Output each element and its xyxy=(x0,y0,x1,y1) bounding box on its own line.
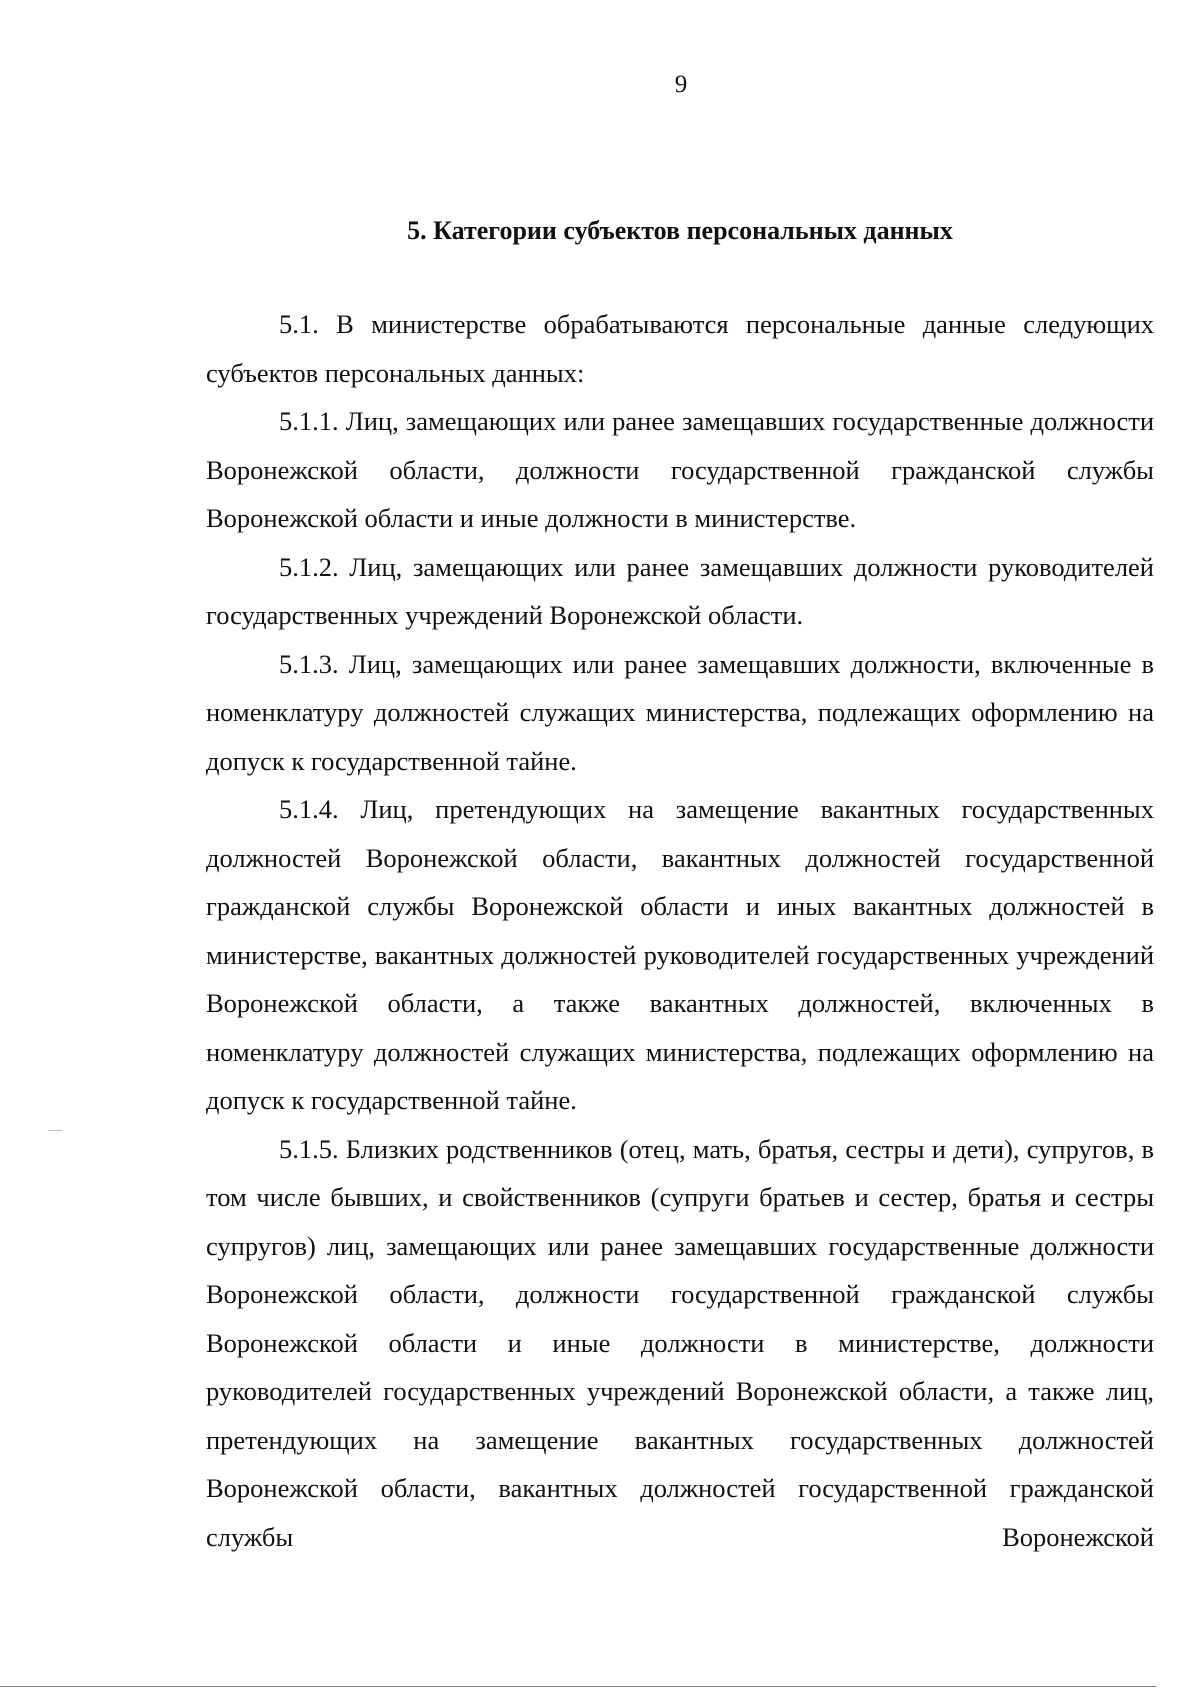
section-heading: 5. Категории субъектов персональных данных xyxy=(407,216,953,245)
paragraph-5-1-1: 5.1.1. Лиц, замещающих или ранее замещавших государственные должности Воронежской области, должности государственной гражданской службы Воронежской области и иные должности в министерстве. xyxy=(206,406,1154,533)
paragraph-5-1-4: 5.1.4. Лиц, претендующих на замещение вакантных государственных должностей Воронежской области, вакантных должностей государственной гражданской службы Воронежской области и иных вакантных должностей в министерстве, вакантных должностей руководителей государственных учреждений Воронежской области, а также вакантных должностей, включенных в номенклатуру должностей служащих министерства, подлежащих оформлению на допуск к государственной тайне. xyxy=(206,794,1154,1115)
paragraph-5-1-2: 5.1.2. Лиц, замещающих или ранее замещавших должности руководителей государственных учреждений Воронежской области. xyxy=(206,551,1154,630)
page-number: 9 xyxy=(674,71,688,98)
body-text xyxy=(206,300,1154,1561)
paragraph-5-1-5: 5.1.5. Близких родственников (отец, мать, братья, сестры и дети), супругов, в том числе бывших, и свойственников (супруги братьев и сестер, братья и сестры супругов) лиц, замещающих или ранее замещавших государственные должности Воронежской области, должности государственной гражданской службы Воронежской области и иные должности в министерстве, должности руководителей государственных учреждений Воронежской области, а также лиц, претендующих на замещение вакантных государственных должностей Воронежской области, вакантных должностей государственной гражданской службы Воронежской xyxy=(206,1133,1154,1552)
paragraph-5-1-3: 5.1.3. Лиц, замещающих или ранее замещавших должности, включенные в номенклатуру должностей служащих министерства, подлежащих оформлению на допуск к государственной тайне. xyxy=(206,648,1154,776)
paragraph-5-1: 5.1. В министерстве обрабатываются персональные данные следующих субъектов персональных данных: xyxy=(206,309,1154,388)
margin-mark xyxy=(48,1130,62,1131)
page-bottom-rule xyxy=(0,1686,1156,1687)
